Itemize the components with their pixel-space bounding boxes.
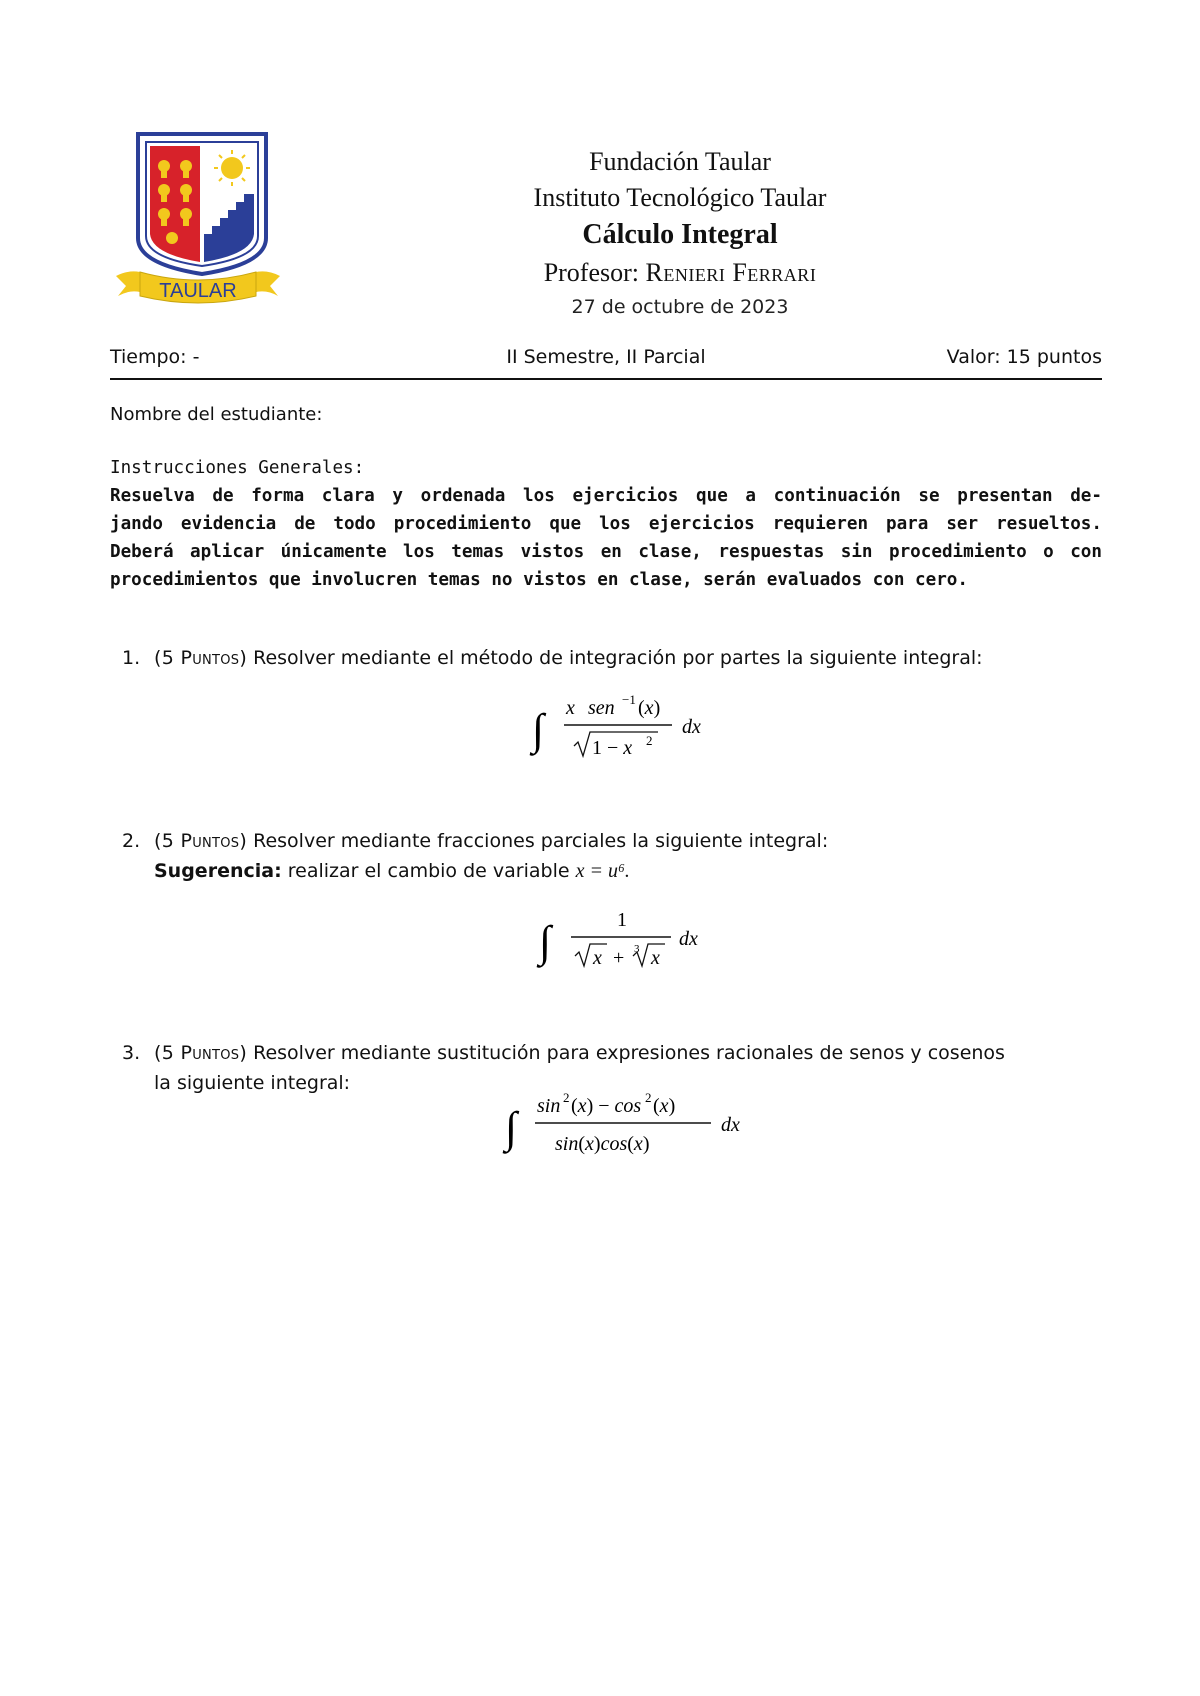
svg-text:2: 2 <box>646 733 653 748</box>
svg-text:dx: dx <box>679 928 698 950</box>
exam-header <box>400 144 960 322</box>
taular-crest-logo <box>112 126 284 316</box>
instructions-body <box>110 482 1102 594</box>
svg-text:−1: −1 <box>622 692 636 707</box>
svg-text:(x): (x) <box>638 697 661 719</box>
svg-text:(x): (x) <box>653 1095 676 1117</box>
question-text: Resolver mediante sustitución para expresiones racionales de senos y cosenos <box>253 1042 1005 1064</box>
svg-text:sin(x)cos(x): sin(x)cos(x) <box>555 1133 650 1155</box>
svg-text:1 − x: 1 − x <box>592 737 633 759</box>
formula-2 <box>537 904 717 976</box>
hint-text: realizar el cambio de variable <box>287 860 570 882</box>
svg-text:x: x <box>593 947 602 969</box>
question-number: 2. <box>122 830 141 852</box>
student-name-label: Nombre del estudiante: <box>110 404 323 425</box>
question-text: Resolver mediante el método de integración por partes la siguiente integral: <box>253 647 983 669</box>
svg-text:2: 2 <box>645 1090 652 1105</box>
svg-text:+: + <box>613 947 625 969</box>
svg-text:dx: dx <box>721 1114 740 1136</box>
question-number: 1. <box>122 647 141 669</box>
time-label: Tiempo: - <box>110 346 200 368</box>
question-number: 3. <box>122 1042 141 1064</box>
svg-text:∫: ∫ <box>532 705 545 754</box>
professor-line <box>400 254 960 292</box>
instructions-line: procedimientos que involucren temas no vistos en clase, serán evaluados con cero. <box>110 570 968 590</box>
question-statement <box>154 643 1102 673</box>
svg-text:2: 2 <box>563 1090 570 1105</box>
hint-label: Sugerencia: <box>154 860 282 882</box>
exam-info-row <box>110 346 1102 376</box>
svg-text:(x) − cos: (x) − cos <box>571 1095 642 1117</box>
svg-text:∫: ∫ <box>505 1103 518 1152</box>
svg-text:x: x <box>566 697 575 719</box>
instructions-line: Resuelva de forma clara y ordenada los ejercicios que a continuación se presentan de- <box>110 486 1102 506</box>
hint-math: x = u⁶. <box>575 860 630 882</box>
svg-text:sin: sin <box>537 1095 561 1117</box>
question-points: (5 Puntos) <box>154 1042 248 1064</box>
formula-3 <box>503 1090 763 1162</box>
instructions-line: Deberá aplicar únicamente los temas vistos en clase, respuestas sin procedimiento o con <box>110 542 1102 562</box>
term-label: II Semestre, II Parcial <box>506 346 706 368</box>
instructions-line: jando evidencia de todo procedimiento que los ejercicios requieren para ser resueltos. <box>110 514 1102 534</box>
instructions-heading: Instrucciones Generales: <box>110 458 365 478</box>
exam-date: 27 de octubre de 2023 <box>571 296 789 318</box>
question-statement <box>154 826 1102 886</box>
question-statement <box>154 1038 1102 1098</box>
question-points: (5 Puntos) <box>154 830 248 852</box>
svg-text:3: 3 <box>634 943 640 955</box>
question-1 <box>110 643 1102 683</box>
institute-name: Instituto Tecnológico Taular <box>533 183 827 212</box>
svg-text:x: x <box>651 947 660 969</box>
question-2 <box>110 826 1102 888</box>
question-text-continued: la siguiente integral: <box>154 1072 351 1094</box>
professor-name: Renieri Ferrari <box>645 258 817 287</box>
header-divider <box>110 378 1102 380</box>
svg-text:sen: sen <box>588 697 615 719</box>
professor-label: Profesor: <box>543 258 640 287</box>
course-title: Cálculo Integral <box>582 219 778 250</box>
formula-1 <box>530 692 730 764</box>
svg-text:∫: ∫ <box>539 917 552 966</box>
svg-text:dx: dx <box>682 716 701 738</box>
foundation-name: Fundación Taular <box>589 147 771 176</box>
svg-text:TAULAR: TAULAR <box>159 280 237 302</box>
general-instructions <box>110 454 1102 594</box>
question-text: Resolver mediante fracciones parciales la siguiente integral: <box>253 830 829 852</box>
value-label: Valor: 15 puntos <box>946 346 1102 368</box>
svg-text:1: 1 <box>617 909 627 931</box>
question-points: (5 Puntos) <box>154 647 248 669</box>
